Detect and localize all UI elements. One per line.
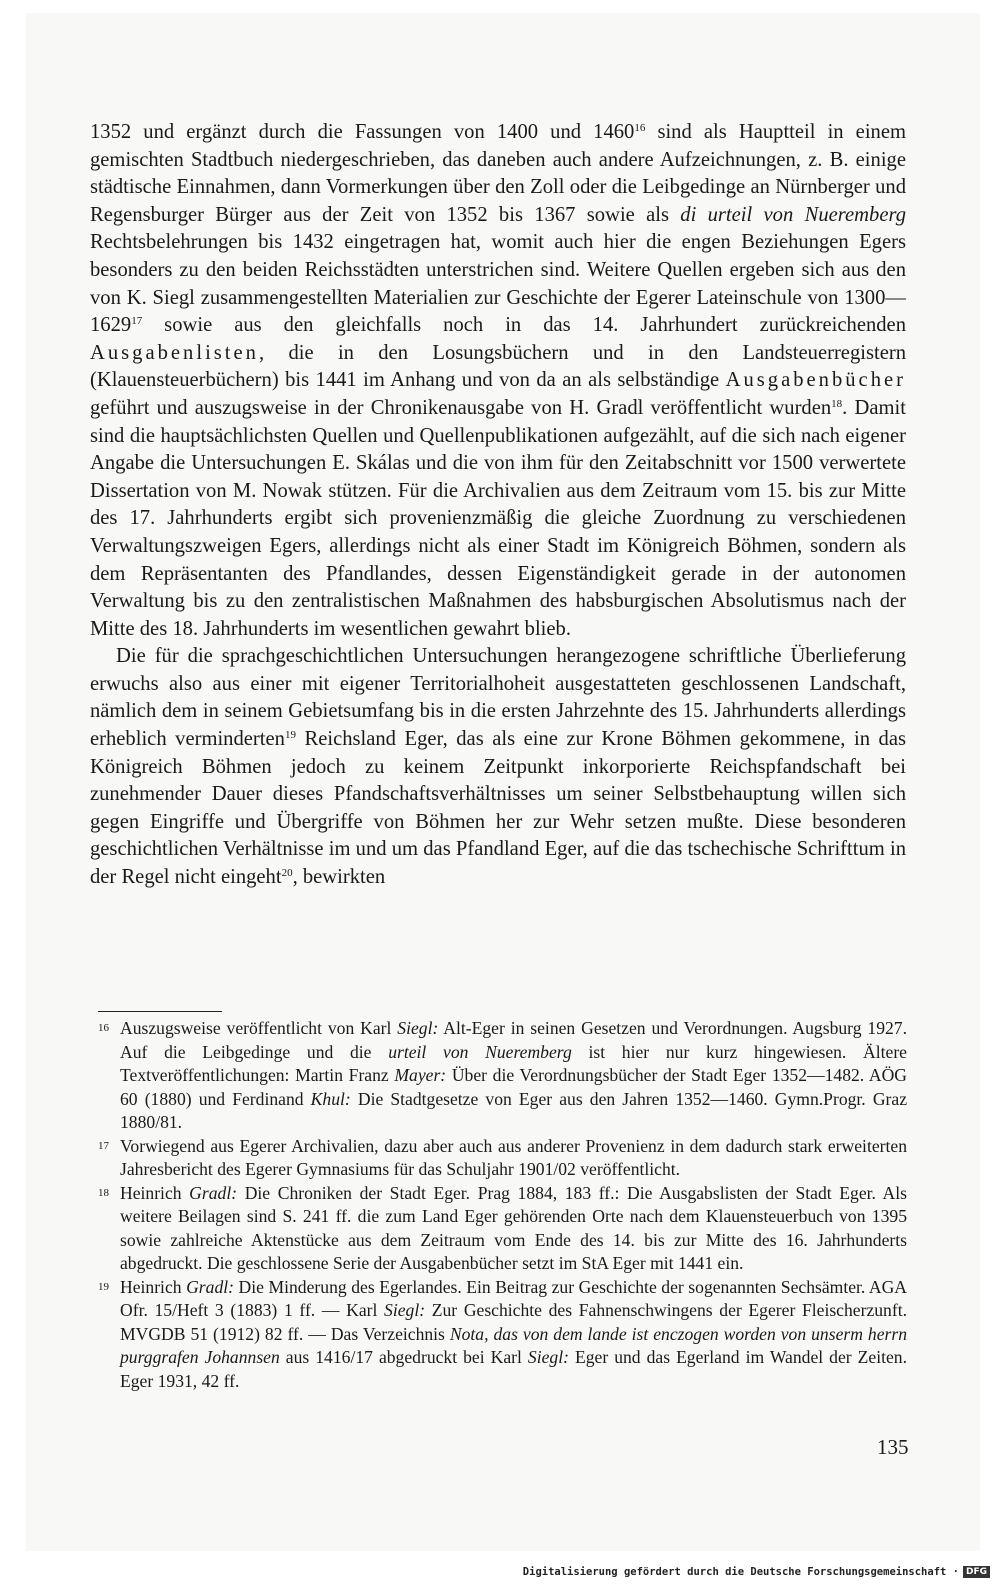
italic-quote: Nota, das von dem lande ist enczogen worden von unserm herrn purggrafen Johannsen xyxy=(120,1323,908,1367)
author-name: Siegl: xyxy=(384,1300,426,1320)
paragraph-2 xyxy=(90,643,906,891)
footnote-ref-19: 19 xyxy=(284,729,296,742)
footnote-number: 16 xyxy=(98,1022,109,1034)
text-run: Alt-Eger in seinen Gesetzen und Verordnungen. Augsburg 1927. Auf die Leibgedinge und die xyxy=(120,1018,907,1062)
footnote-ref-16: 16 xyxy=(634,122,646,134)
dfg-logo-icon: DFG xyxy=(963,1566,990,1578)
text-run: Heinrich xyxy=(120,1182,190,1203)
text-run: Auszugsweise veröffentlicht von Karl xyxy=(120,1018,398,1038)
footnote-ref-17: 17 xyxy=(131,315,143,328)
paragraph-1 xyxy=(90,119,906,643)
footnote-number: 18 xyxy=(98,1186,109,1199)
italic-quote: di urteil von Nueremberg xyxy=(680,203,906,226)
footnote-divider xyxy=(98,1011,222,1012)
text-run: Über die Verordnungsbücher der Stadt Eger 1352—1482. AÖG 60 (1880) und Ferdinand xyxy=(120,1065,907,1109)
footnote-number: 19 xyxy=(98,1280,109,1293)
digitization-credit xyxy=(523,1562,990,1582)
text-run: Die Minderung des Egerlandes. Ein Beitrag zur Geschichte der sogenannten Sechsämter. AGA Ofr. 15/Heft 3 (1883) 1 ff. — Karl xyxy=(120,1276,907,1320)
text-run: sind als Hauptteil in einem gemischten Stadtbuch niedergeschrieben, das daneben auch andere Aufzeichnungen, z. B. einige städtische Einnahmen, dann Vormerkungen über den Zoll oder die Leibgedinge an Nürnberger und Regensburger Bürger aus der Zeit von 1352 bis 1367 sowie als xyxy=(90,121,907,226)
page-number: 135 xyxy=(877,1435,909,1459)
text-run: Die für die sprachgeschichtlichen Untersuchungen herangezogene schriftliche Überlieferung erwuchs also aus einer mit eigener Territorialhoheit ausgestatteten geschlossenen Landschaft, nämlich dem in seinem Gebietsumfang bis in die ersten Jahrzehnte des 15. Jahrhunderts allerdings erheblich verminderten xyxy=(90,645,906,751)
footnote-ref-18: 18 xyxy=(831,397,843,410)
text-run: 1352 und ergänzt durch die Fassungen von 1400 und 1460 xyxy=(90,121,635,143)
body-text xyxy=(90,119,906,892)
text-run: Vorwiegend aus Egerer Archivalien, dazu aber auch aus anderer Provenienz in dem dadurch stark erweiterten Jahresbericht des Egerer Gymnasiums für das Schuljahr 1901/02 veröffentlicht. xyxy=(120,1135,907,1179)
text-run: Die Chroniken der Stadt Eger. Prag 1884, 183 ff.: Die Ausgabslisten der Stadt Eger. Als weitere Beilagen sind S. 241 ff. die zum Land Eger gehörenden Orte nach dem Klauensteuerbuch von 1395 sowie zahlreiche Aktenstücke aus dem Zeitraum vom Ende des 14. bis zur Mitte des 16. Jahrhunderts abgedruckt. Die geschlossene Serie der Ausgabenbücher setzt im StA Eger mit 1441 ein. xyxy=(120,1182,907,1273)
footnote-17 xyxy=(98,1135,907,1182)
text-run: Eger und das Egerland im Wandel der Zeiten. Eger 1931, 42 ff. xyxy=(120,1347,907,1391)
spaced-term: Ausgabenbücher xyxy=(725,369,906,392)
footnotes xyxy=(98,1017,907,1393)
author-name: Siegl: xyxy=(397,1018,439,1038)
footnote-ref-20: 20 xyxy=(281,867,293,880)
italic-quote: urteil von Nueremberg xyxy=(388,1041,572,1062)
text-run: aus 1416/17 abgedruckt bei Karl xyxy=(279,1347,528,1367)
footnote-16 xyxy=(98,1017,907,1135)
text-run: , die in den Losungsbüchern und in den Landsteuerregistern (Klauensteuerbüchern) bis 1441 im Anhang und von da an als selbständige xyxy=(90,341,906,392)
text-run: Reichsland Eger, das als eine zur Krone Böhmen gekommene, in das Königreich Böhmen jedoch zu keinem Zeitpunkt inkorporierte Reichspfandschaft bei zunehmender Dauer dieses Pfandschaftsverhältnisses um seiner Selbstbehauptung willen sich gegen Eingriffe und Übergriffe von Böhmen her zur Wehr setzen mußte. Diese besonderen geschichtlichen Verhältnisse im und um das Pfandland Eger, auf die das tschechische Schrifttum in der Regel nicht eingeht xyxy=(90,728,906,889)
text-run: . Damit sind die hauptsächlichsten Quellen und Quellenpublikationen aufgezählt, auf die sich nach eigener Angabe die Untersuchungen E. Skálas und die von ihm für den Zeitabschnitt vor 1500 verwertete Dissertation von M. Nowak stützen. Für die Archivalien aus dem Zeitraum vom 15. bis zur Mitte des 17. Jahrhunderts ergibt sich provenienzmäßig die gleiche Zuordnung zu verschiedenen Verwaltungszweigen Egers, allerdings nicht als einer Stadt im Königreich Böhmen, sondern als dem Repräsentanten des Pfandlandes, dessen Eigenständigkeit gerade in der autonomen Verwaltung bis zu den zentralistischen Maßnahmen des habsburgischen Absolutismus nach der Mitte des 18. Jahrhunderts im wesentlichen gewahrt blieb. xyxy=(90,396,906,640)
author-name: Mayer: xyxy=(394,1065,447,1085)
text-run: geführt und auszugsweise in der Chronikenausgabe von H. Gradl veröffentlicht wurden xyxy=(90,396,832,419)
footnote-18 xyxy=(98,1182,907,1276)
author-name: Siegl: xyxy=(527,1347,569,1367)
author-name: Gradl: xyxy=(189,1182,238,1203)
author-name: Khul: xyxy=(310,1088,351,1109)
text-run: , bewirkten xyxy=(292,866,386,889)
credit-text: Digitalisierung gefördert durch die Deutsche Forschungsgemeinschaft · xyxy=(522,1566,959,1578)
text-run: sowie aus den gleichfalls noch in das 14. Jahrhundert zurückreichenden xyxy=(142,314,906,337)
text-run: Zur Geschichte des Fahnenschwingens der Egerer Fleischerzunft. MVGDB 51 (1912) 82 ff. — Das Verzeichnis xyxy=(120,1300,908,1344)
footnote-19 xyxy=(98,1276,907,1394)
text-run: Heinrich xyxy=(120,1276,187,1297)
scanned-page xyxy=(26,13,980,1551)
text-run: Rechtsbelehrungen bis 1432 eingetragen hat, womit auch hier die engen Beziehungen Egers besonders zu den beiden Reichsstädten unterstrichen sind. Weitere Quellen ergeben sich aus den von K. Siegl zusammengestellten Materialien zur Geschichte der Egerer Lateinschule von 1300—1629 xyxy=(90,231,906,337)
text-run: ist hier nur kurz hingewiesen. Ältere Textveröffentlichungen: Martin Franz xyxy=(120,1041,907,1085)
spaced-term: Ausgabenlisten xyxy=(90,341,259,364)
text-run: Die Stadtgesetze von Eger aus den Jahren 1352—1460. Gymn.Progr. Graz 1880/81. xyxy=(120,1088,908,1132)
author-name: Gradl: xyxy=(186,1276,234,1297)
footnote-number: 17 xyxy=(98,1139,109,1152)
